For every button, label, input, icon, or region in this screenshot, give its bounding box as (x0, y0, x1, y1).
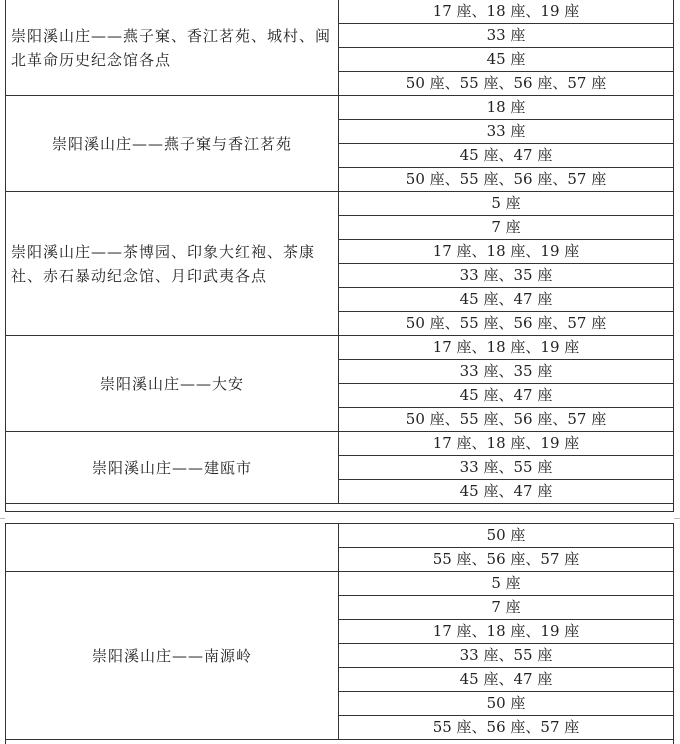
seat-cell: 50 座、55 座、56 座、57 座 (339, 408, 674, 432)
seat-cell: 45 座、47 座 (339, 144, 674, 168)
route-cell (6, 0, 339, 96)
table-row (6, 572, 673, 596)
seat-cell: 55 座、56 座、57 座 (339, 716, 674, 740)
route-cell (6, 432, 339, 504)
route-cell (6, 192, 339, 336)
seat-cell: 17 座、18 座、19 座 (339, 240, 674, 264)
seat-cell: 17 座、18 座、19 座 (339, 620, 674, 644)
page-edge-left (0, 518, 5, 519)
seat-cell: 17 座、18 座、19 座 (339, 0, 674, 24)
vehicle-seat-table-continued (6, 524, 673, 740)
seat-cell: 45 座、47 座 (339, 384, 674, 408)
seat-cell: 50 座、55 座、56 座、57 座 (339, 312, 674, 336)
vehicle-table-page-1 (5, 0, 674, 512)
seat-cell: 5 座 (339, 192, 674, 216)
seat-cell: 5 座 (339, 572, 674, 596)
table-row (6, 0, 673, 24)
seat-cell: 18 座 (339, 96, 674, 120)
seat-cell: 55 座、56 座、57 座 (339, 548, 674, 572)
seat-cell: 50 座 (339, 692, 674, 716)
seat-cell: 7 座 (339, 216, 674, 240)
seat-cell: 50 座、55 座、56 座、57 座 (339, 168, 674, 192)
seat-cell: 33 座、55 座 (339, 456, 674, 480)
seat-cell: 33 座、55 座 (339, 644, 674, 668)
seat-cell: 45 座、47 座 (339, 668, 674, 692)
seat-cell: 50 座、55 座、56 座、57 座 (339, 72, 674, 96)
seat-cell: 17 座、18 座、19 座 (339, 336, 674, 360)
route-cell (6, 572, 339, 740)
table-row (6, 336, 673, 360)
route-label: 崇阳溪山庄——茶博园、印象大红袍、茶康社、赤石暴动纪念馆、月印武夷各点 (11, 242, 316, 285)
table-row (6, 432, 673, 456)
route-cell (6, 96, 339, 192)
seat-cell: 33 座 (339, 24, 674, 48)
table-row (6, 524, 673, 548)
route-cell (6, 336, 339, 432)
seat-cell: 33 座、35 座 (339, 360, 674, 384)
seat-cell: 17 座、18 座、19 座 (339, 432, 674, 456)
seat-cell: 45 座 (339, 48, 674, 72)
table-row (6, 192, 673, 216)
table-row (6, 96, 673, 120)
route-label: 崇阳溪山庄——燕子窠与香江茗苑 (51, 134, 292, 153)
vehicle-seat-table (6, 0, 673, 504)
page-edge-right (674, 518, 680, 519)
seat-cell: 33 座 (339, 120, 674, 144)
route-label: 崇阳溪山庄——燕子窠、香江茗苑、城村、闽北革命历史纪念馆各点 (11, 26, 332, 69)
seat-cell: 33 座、35 座 (339, 264, 674, 288)
vehicle-table-page-2 (5, 523, 674, 744)
route-label: 崇阳溪山庄——建瓯市 (91, 458, 252, 477)
seat-cell: 45 座、47 座 (339, 480, 674, 504)
seat-cell: 50 座 (339, 524, 674, 548)
route-label: 崇阳溪山庄——大安 (99, 374, 244, 393)
route-cell (6, 524, 339, 572)
page-break (0, 512, 680, 523)
seat-cell: 45 座、47 座 (339, 288, 674, 312)
seat-cell: 7 座 (339, 596, 674, 620)
route-label: 崇阳溪山庄——南源岭 (91, 646, 252, 665)
